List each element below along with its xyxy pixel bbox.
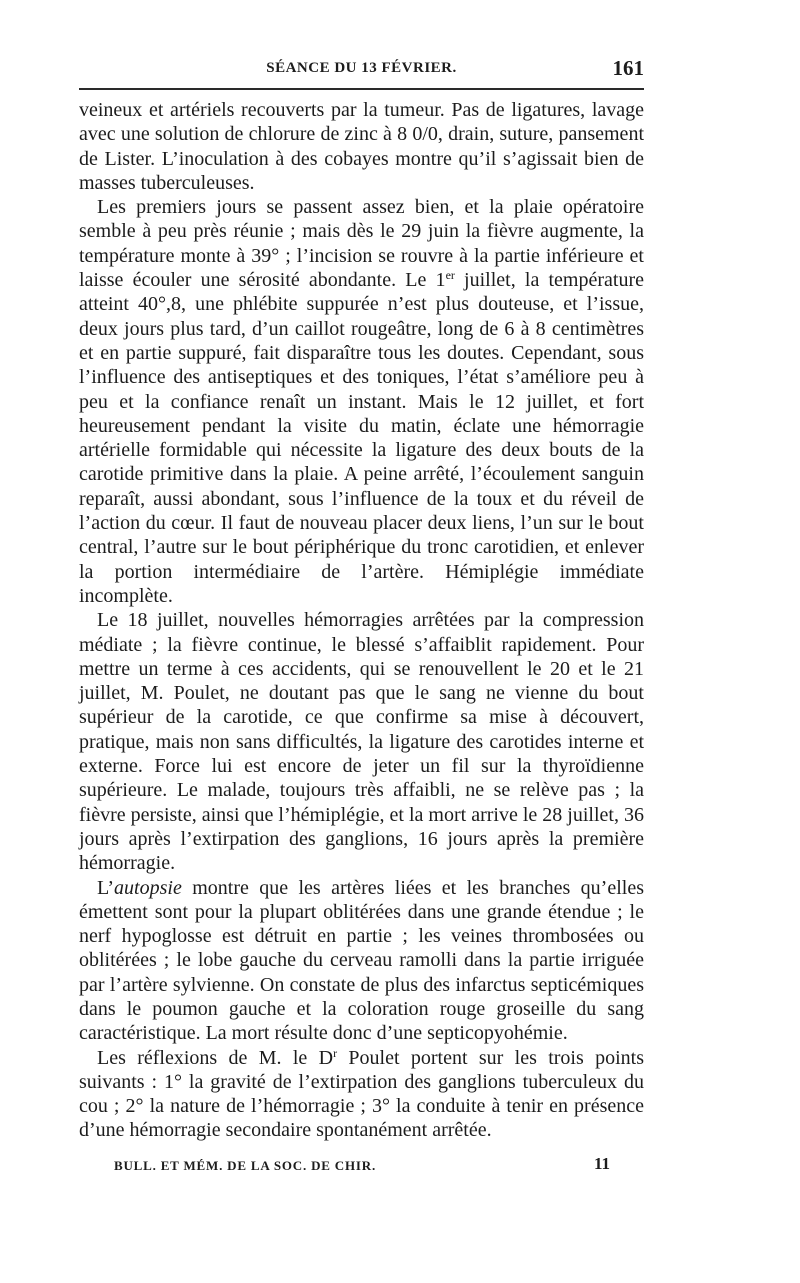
paragraph-3 bbox=[79, 608, 644, 875]
paragraph-1-text: veineux et artériels recouverts par la tumeur. Pas de ligatures, lavage avec une solution de chlorure de zinc à 8 0/0, drain, suture, pansement de Lister. L’inoculation à des cobayes montre qu’il s’agissait bien de masses tuberculeuses. bbox=[79, 99, 644, 194]
paragraph-3-text: Le 18 juillet, nouvelles hémorragies arrêtées par la compression médiate ; la fièvre continue, le blessé s’affaiblit rapidement. Pour mettre un terme à ces accidents, qui se renouvellent le 20 et le 21 juillet, M. Poulet, ne doutant pas que le sang ne vienne du bout supérieur de la carotide, ce que confirme sa mise à découvert, pratique, mais non sans difficultés, la ligature des carotides interne et externe. Force lui est encore de jeter un fil sur la thyroïdienne supérieure. Le malade, toujours très affaibli, ne se relève pas ; la fièvre persiste, ainsi que l’hémiplégie, et la mort arrive le 28 juillet, 36 jours après l’extirpation des ganglions, 16 jours après la première hémorragie. bbox=[79, 609, 644, 875]
paragraph-5-text-b: Poulet portent sur les trois points suivants : 1° la gravité de l’extirpation des ganglions tuberculeux du cou ; 2° la nature de l’hémorragie ; 3° la conduite à tenir en présence d’une hémorragie secondaire spontanément arrêtée. bbox=[79, 1046, 644, 1142]
paragraph-4 bbox=[79, 876, 644, 1046]
paragraph-2-text-a: Les premiers jours se passent assez bien, et la plaie opératoire semble à peu près réunie ; mais dès le 29 juin la fièvre augmente, la température monte à 39° ; l’incision se rouvre à la partie inférieure et laisse écouler une sérosité abondante. Le 1 bbox=[79, 196, 644, 292]
paragraph-4-lead: L’ bbox=[97, 876, 115, 899]
paragraph-4-text: montre que les artères liées et les branches qu’elles émettent sont pour la plupart oblitérées dans une grande étendue ; le nerf hypoglosse est détruit en partie ; les veines thrombosées ou oblitérées ; le lobe gauche du cerveau ramolli dans la partie irriguée par l’artère sylvienne. On constate de plus des infarctus septicémiques dans le poumon gauche et la coloration rouge groseille du sang caractéristique. La mort résulte donc d’une septicopyohémie. bbox=[79, 876, 644, 1045]
page-number: 161 bbox=[612, 56, 644, 80]
autopsie-italic: autopsie bbox=[114, 876, 182, 899]
header-rule bbox=[79, 88, 644, 90]
paragraph-2-text-b: juillet, la température atteint 40°,8, une phlébite suppurée n’est plus douteuse, et l’issue, deux jours plus tard, d’un caillot rougeâtre, long de 6 à 8 centimètres et en partie suppuré, fait disparaître tous les doutes. Cependant, sous l’influence des antiseptiques et des toniques, l’état s’améliore peu à peu et la confiance renaît un instant. Mais le 12 juillet, et fort heureusement pendant la visite du matin, éclate une hémorragie artérielle formidable qui nécessite la ligature des deux bouts de la carotide primitive dans la plaie. A peine arrêté, l’écoulement sanguin reparaît, aussi abondant, sous l’influence de la toux et du réveil de l’action du cœur. Il faut de nouveau placer deux liens, l’un sur le bout central, l’autre sur le bout périphérique du tronc carotidien, et enlever la portion intermédiaire de l’artère. Hémiplégie immédiate incomplète. bbox=[79, 269, 644, 607]
paragraph-5-text-a: Les réflexions de M. le D bbox=[97, 1046, 334, 1069]
paragraph-5 bbox=[79, 1046, 644, 1143]
footer-signature: BULL. ET MÉM. DE LA SOC. DE CHIR. bbox=[114, 1158, 377, 1173]
footer-sheet-number: 11 bbox=[593, 1154, 610, 1173]
paragraph-2 bbox=[79, 195, 644, 608]
page-footer bbox=[114, 1154, 610, 1178]
body-text bbox=[79, 98, 644, 1143]
running-head bbox=[79, 56, 644, 84]
paragraph-1 bbox=[79, 98, 644, 195]
paragraph-5-superscript: r bbox=[333, 1045, 338, 1060]
paragraph-2-superscript: er bbox=[445, 268, 455, 283]
running-title: SÉANCE DU 13 FÉVRIER. bbox=[266, 60, 457, 76]
